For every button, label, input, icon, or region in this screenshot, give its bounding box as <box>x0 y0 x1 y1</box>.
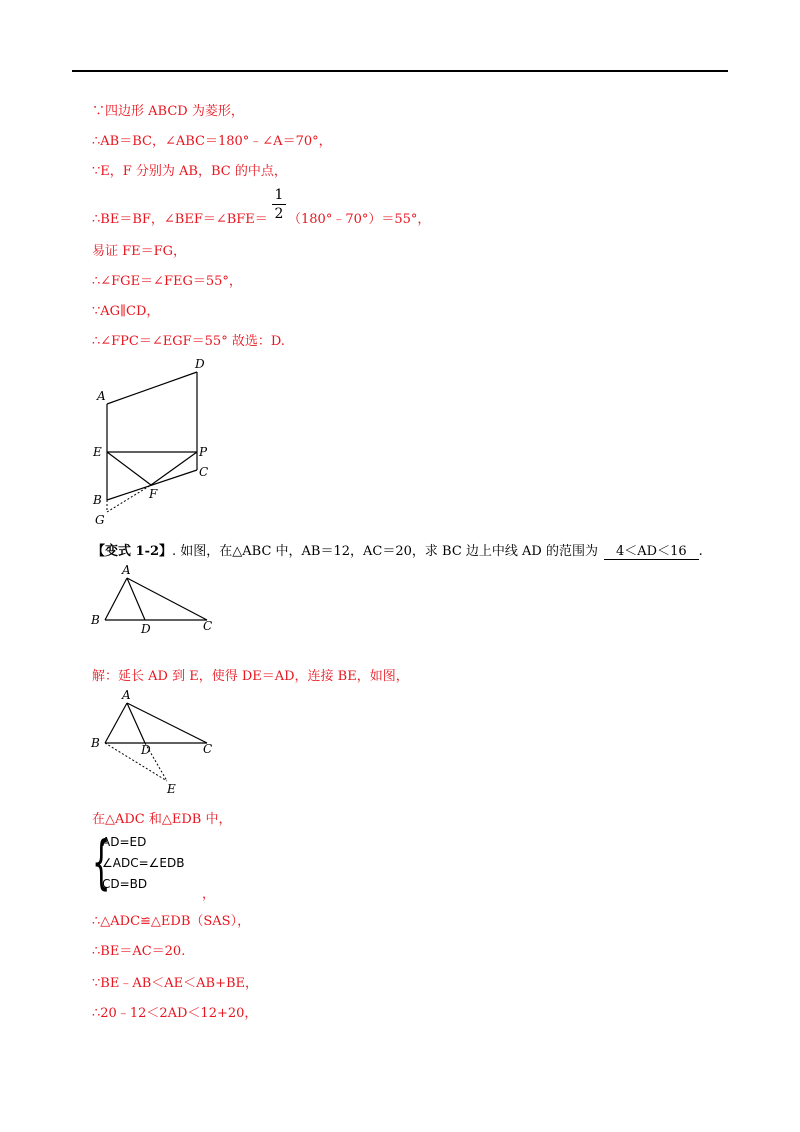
label-B: B <box>91 736 100 750</box>
problem-tag: 【变式 1-2】 <box>92 544 173 559</box>
label-A: A <box>122 688 131 702</box>
solution2-line-1: 解：延长 AD 到 E，使得 DE＝AD，连接 BE，如图， <box>92 669 409 684</box>
problem-statement <box>92 540 703 560</box>
solution-line-6: ∴∠FGE＝∠FEG＝55°， <box>92 274 242 289</box>
problem-end: . <box>698 544 703 559</box>
system-comma: ， <box>202 887 216 902</box>
label-D: D <box>141 622 151 635</box>
solution-line-5: 易证 FE＝FG， <box>92 244 187 259</box>
triangle-figure <box>85 560 225 635</box>
fraction-numerator: 1 <box>274 187 284 203</box>
problem-answer: 4＜AD＜16 <box>604 540 699 560</box>
system-row-1: AD=ED <box>102 835 147 849</box>
system-row-2: ∠ADC=∠EDB <box>102 856 185 870</box>
solution-line-2: ∴AB＝BC，∠ABC＝180°﹣∠A＝70°， <box>92 134 332 149</box>
label-A: A <box>97 389 106 403</box>
label-B: B <box>93 493 102 507</box>
fraction-denominator: 2 <box>274 206 284 222</box>
header-rule <box>72 70 728 72</box>
solution2-line-5: ∵BE﹣AB＜AE＜AB+BE， <box>92 976 259 991</box>
extended-triangle-figure <box>85 685 225 795</box>
brace-icon: { <box>92 828 111 896</box>
label-C: C <box>203 619 213 633</box>
system-row-3: CD=BD <box>102 877 148 891</box>
solution2-line-6: ∴20﹣12＜2AD＜12+20， <box>92 1006 258 1021</box>
solution-line-3: ∵E，F 分别为 AB，BC 的中点， <box>92 164 287 179</box>
label-P: P <box>199 445 208 459</box>
label-G: G <box>95 513 105 527</box>
fraction-half <box>272 187 286 222</box>
solution-line-4b: （180°﹣70°）＝55°， <box>288 212 431 227</box>
solution2-line-4: ∴BE＝AC＝20. <box>92 944 186 959</box>
label-D: D <box>195 357 205 371</box>
solution-line-8: ∴∠FPC＝∠EGF＝55° 故选：D. <box>92 334 285 349</box>
label-D: D <box>141 743 151 757</box>
solution-line-7: ∵AG∥CD， <box>92 304 160 319</box>
solution-line-1: ∵四边形 ABCD 为菱形， <box>92 104 244 119</box>
label-E: E <box>167 782 176 795</box>
label-C: C <box>203 742 213 756</box>
solution2-line-3: ∴△ADC≌△EDB（SAS）， <box>92 914 251 929</box>
label-E: E <box>93 445 102 459</box>
label-B: B <box>91 613 100 627</box>
label-A: A <box>122 563 131 577</box>
solution-line-4a: ∴BE＝BF，∠BEF＝∠BFE＝ <box>92 212 268 227</box>
label-C: C <box>199 465 209 479</box>
problem-text: . 如图，在△ABC 中，AB＝12，AC＝20，求 BC 边上中线 AD 的范围为 <box>172 544 598 559</box>
solution2-line-2: 在△ADC 和△EDB 中， <box>92 812 232 827</box>
rhombus-figure <box>85 352 225 532</box>
label-F: F <box>149 487 158 501</box>
